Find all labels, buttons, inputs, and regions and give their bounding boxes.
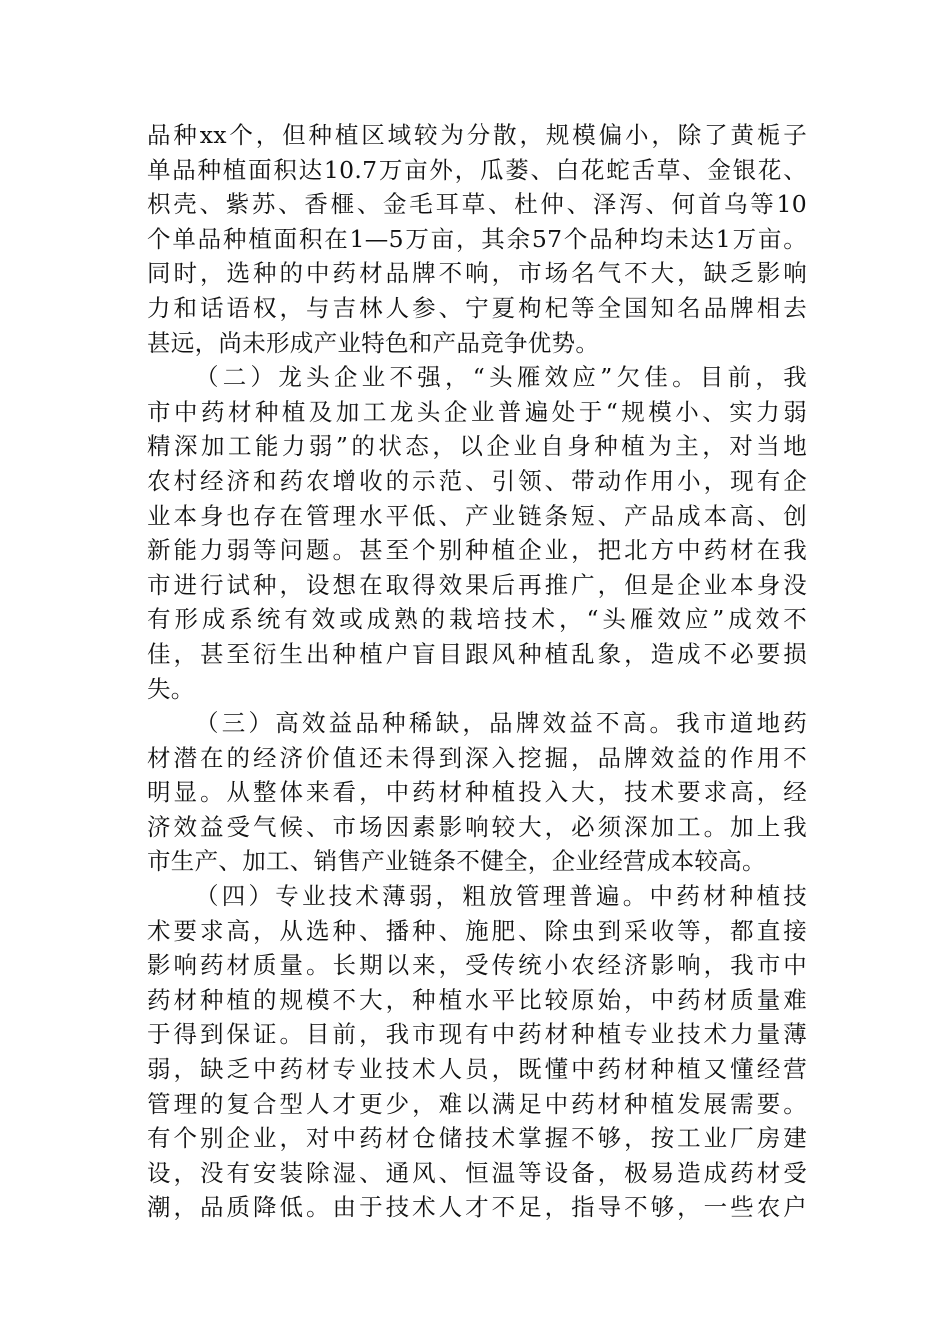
text-line: 单品种植面积达10.7万亩外，瓜蒌、白花蛇舌草、金银花、 [147, 155, 807, 184]
text-line: 术要求高，从选种、播种、施肥、除虫到采收等，都直接 [147, 916, 807, 945]
text-line: 药材种植的规模不大，种植水平比较原始，中药材质量难 [147, 985, 807, 1014]
text-line: 材潜在的经济价值还未得到深入挖掘，品牌效益的作用不 [147, 743, 807, 772]
text-line: 有个别企业，对中药材仓储技术掌握不够，按工业厂房建 [147, 1124, 807, 1153]
text-line: 市生产、加工、销售产业链条不健全，企业经营成本较高。 [147, 847, 766, 876]
paragraph-continuation [147, 118, 807, 360]
text-line: 于得到保证。目前，我市现有中药材种植专业技术力量薄 [147, 1020, 807, 1049]
paragraph-leading-enterprises [147, 360, 807, 706]
text-line: 明显。从整体来看，中药材种植投入大，技术要求高，经 [147, 778, 807, 807]
text-line: 潮，品质降低。由于技术人才不足，指导不够，一些农户 [147, 1193, 807, 1222]
text-line: 弱，缺乏中药材专业技术人员，既懂中药材种植又懂经营 [147, 1055, 807, 1084]
text-line: 农村经济和药农增收的示范、引领、带动作用小，现有企 [147, 466, 807, 495]
text-line: 市进行试种，设想在取得效果后再推广，但是企业本身没 [147, 570, 807, 599]
paragraph-high-benefit-varieties [147, 706, 807, 879]
text-line: 甚远，尚未形成产业特色和产品竞争优势。 [147, 328, 600, 357]
text-line: 失。 [147, 674, 195, 703]
text-line: 同时，选种的中药材品牌不响，市场名气不大，缺乏影响 [147, 259, 807, 288]
text-line: 新能力弱等问题。甚至个别种植企业，把北方中药材在我 [147, 536, 807, 565]
text-line: 济效益受气候、市场因素影响较大，必须深加工。加上我 [147, 812, 807, 841]
text-line: 有形成系统有效或成熟的栽培技术，“头雁效应”成效不 [147, 605, 807, 634]
text-line: 精深加工能力弱”的状态，以企业自身种植为主，对当地 [147, 432, 807, 461]
section-heading-line: （四）专业技术薄弱，粗放管理普遍。中药材种植技 [195, 882, 807, 911]
section-heading-line: （二）龙头企业不强，“头雁效应”欠佳。目前，我 [195, 363, 807, 392]
text-line: 设，没有安装除湿、通风、恒温等设备，极易造成药材受 [147, 1158, 807, 1187]
text-line: 影响药材质量。长期以来，受传统小农经济影响，我市中 [147, 951, 807, 980]
text-line: 业本身也存在管理水平低、产业链条短、产品成本高、创 [147, 501, 807, 530]
paragraph-technical-expertise [147, 879, 807, 1225]
text-line: 管理的复合型人才更少，难以满足中药材种植发展需要。 [147, 1089, 807, 1118]
text-line: 个单品种植面积在1—5万亩，其余57个品种均未达1万亩。 [147, 224, 807, 253]
text-line: 品种xx个，但种植区域较为分散，规模偏小，除了黄栀子 [147, 121, 807, 149]
section-heading-line: （三）高效益品种稀缺，品牌效益不高。我市道地药 [195, 709, 807, 738]
document-page [147, 118, 807, 1225]
text-line: 枳壳、紫苏、香榧、金毛耳草、杜仲、泽泻、何首乌等10 [147, 190, 807, 219]
text-line: 力和话语权，与吉林人参、宁夏枸杞等全国知名品牌相去 [147, 293, 807, 322]
text-line: 佳，甚至衍生出种植户盲目跟风种植乱象，造成不必要损 [147, 639, 807, 668]
text-line: 市中药材种植及加工龙头企业普遍处于“规模小、实力弱 [147, 397, 807, 426]
